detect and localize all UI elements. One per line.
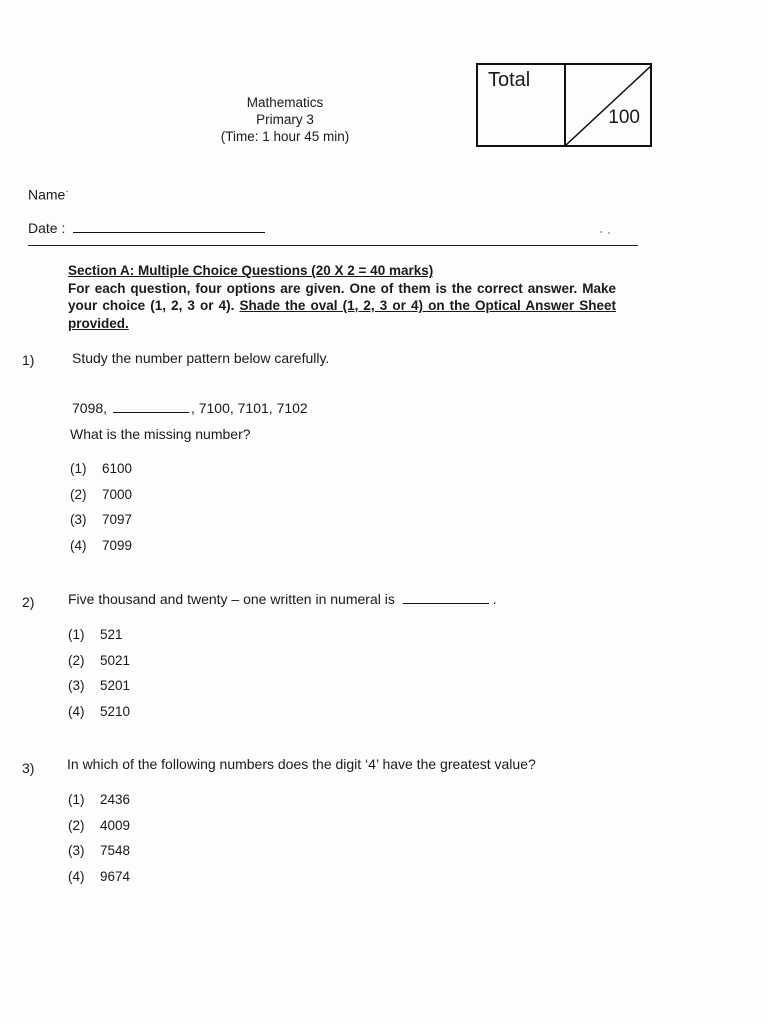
name-field [28,186,69,203]
question-text: In which of the following numbers does the digit ‘4’ have the greatest value? [67,756,536,772]
option-label: (4) [68,868,85,884]
option-item[interactable] [68,787,130,813]
option-item[interactable] [68,699,130,725]
option-label: (2) [68,652,85,668]
option-label: (2) [68,817,85,833]
date-blank-line[interactable] [73,220,265,233]
level-title: Primary 3 [256,112,314,127]
number-sequence [72,400,308,416]
section-a-title: Section A: Multiple Choice Questions (20 X 2 = 40 marks) [68,263,434,278]
option-label: (3) [68,843,85,858]
subject-title: Mathematics [246,95,324,110]
question-prompt: What is the missing number? [70,426,251,442]
question-number: 1) [22,352,35,368]
question-text: Five thousand and twenty – one written in numeral is [68,591,395,607]
exam-header [180,94,390,145]
question-number: 3) [22,760,35,776]
option-label: (2) [70,486,87,502]
option-label: (4) [70,537,87,553]
time-allowed: (Time: 1 hour 45 min) [220,129,350,144]
option-value: 5021 [100,652,131,668]
option-item[interactable] [68,864,130,890]
name-label: Name [28,186,66,203]
missing-number-blank[interactable] [113,402,189,413]
option-value: 5210 [100,703,131,719]
answer-blank[interactable] [403,593,489,604]
option-label: (3) [70,512,87,527]
option-item[interactable] [70,533,132,559]
header-divider [28,245,638,246]
option-item[interactable] [70,456,132,482]
option-item[interactable] [70,482,132,508]
name-mark: · [65,186,69,197]
sequence-start: 7098, [72,400,108,416]
date-field [28,220,265,236]
option-label: (1) [70,461,87,476]
option-label: (4) [68,703,85,719]
option-item[interactable] [68,648,130,674]
scan-speck [608,232,610,234]
sequence-end: , 7100, 7101, 7102 [190,400,308,416]
option-list [68,622,130,724]
option-value: 7000 [102,486,133,502]
option-label: (3) [68,678,85,693]
total-marks-box [476,63,652,147]
question-trailing: . [492,591,497,607]
option-item[interactable] [68,838,130,864]
total-max-marks: 100 [608,107,640,128]
option-value: 9674 [100,868,131,884]
option-value: 521 [100,627,123,642]
option-list [68,787,130,889]
total-box-diagonal [566,65,652,145]
option-value: 6100 [102,461,133,476]
option-list [70,456,132,558]
option-item[interactable] [68,813,130,839]
question-text: Study the number pattern below carefully. [72,350,330,366]
option-item[interactable] [70,507,132,533]
option-value: 7548 [100,843,131,858]
total-label: Total [488,69,531,91]
section-a-instruction: For each question, four options are given. One of them is the correct answer. Make your choice (1, 2, 3 or 4). [68,280,616,313]
section-a-instructions [68,262,616,332]
option-value: 4009 [100,817,131,833]
scan-speck [600,231,602,233]
question-number: 2) [22,594,35,610]
option-value: 5201 [100,678,131,693]
option-label: (1) [68,627,85,642]
option-value: 7099 [102,537,133,553]
date-label: Date : [28,220,66,236]
question-text-row [68,591,497,607]
option-item[interactable] [68,622,130,648]
option-value: 2436 [100,792,131,807]
option-item[interactable] [68,673,130,699]
option-label: (1) [68,792,85,807]
section-a-shade-instruction: Shade the oval (1, 2, 3 or 4) on the Optical Answer Sheet provided. [68,298,616,331]
option-value: 7097 [102,512,133,527]
